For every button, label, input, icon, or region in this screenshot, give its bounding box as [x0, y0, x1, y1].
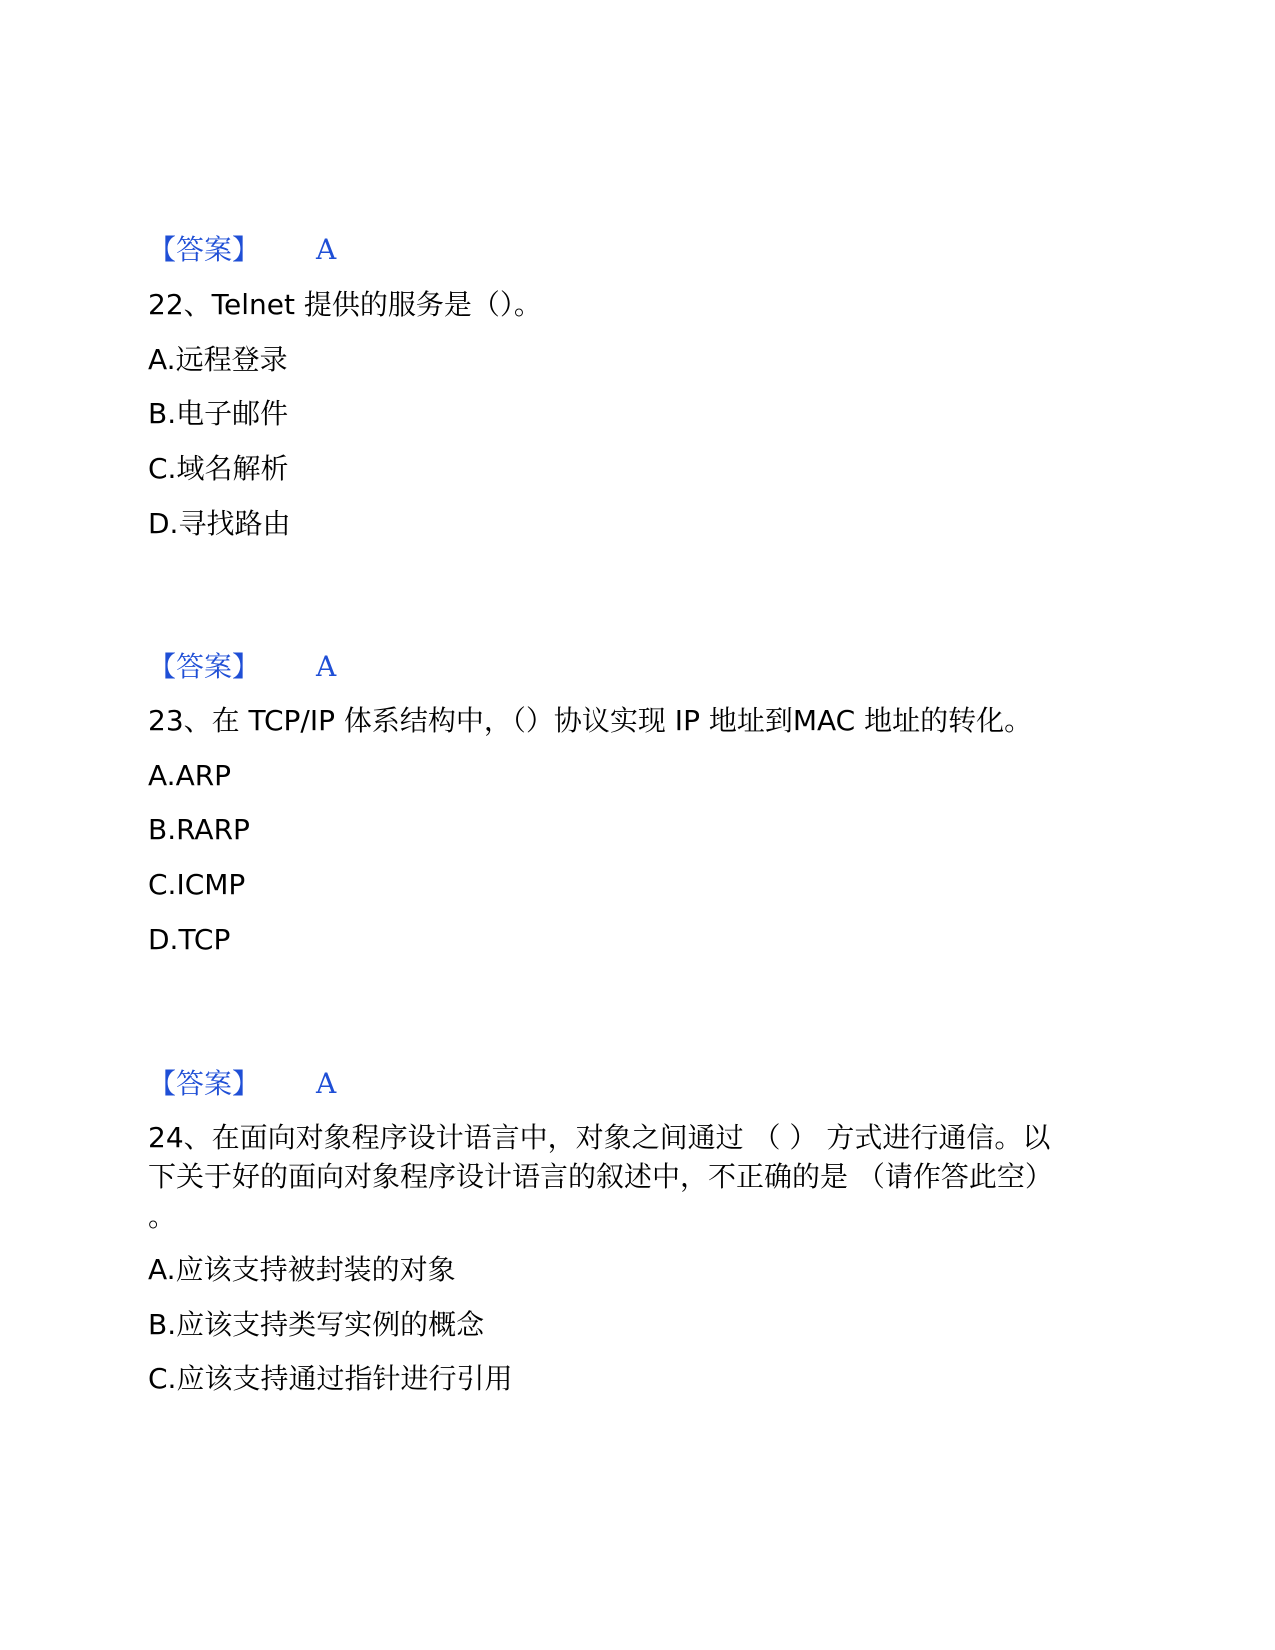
option-b: B.应该支持类写实例的概念: [148, 1308, 485, 1341]
answer-label: 【答案】: [148, 233, 261, 266]
answer-label: 【答案】: [148, 650, 261, 683]
option-a: A.应该支持被封装的对象: [148, 1253, 456, 1286]
option-a: A.远程登录: [148, 343, 288, 376]
answer-value: A: [316, 1067, 337, 1100]
question-stem-line-1: 24、在面向对象程序设计语言中，对象之间通过 （ ） 方式进行通信。以: [148, 1121, 1051, 1154]
option-a: A.ARP: [148, 759, 232, 792]
answer-line: [148, 650, 336, 684]
answer-label: 【答案】: [148, 1067, 261, 1100]
option-b: B.电子邮件: [148, 397, 289, 430]
question-stem: 23、在 TCP/IP 体系结构中，（）协议实现 IP 地址到MAC 地址的转化。: [148, 704, 1033, 737]
option-d: D.TCP: [148, 923, 231, 956]
option-d: D.寻找路由: [148, 507, 291, 540]
answer-line: [148, 233, 336, 267]
option-c: C.ICMP: [148, 868, 246, 901]
question-stem-line-3: 。: [148, 1200, 177, 1233]
answer-value: A: [316, 233, 337, 266]
option-c: C.域名解析: [148, 452, 289, 485]
option-c: C.应该支持通过指针进行引用: [148, 1362, 513, 1395]
answer-line: [148, 1067, 336, 1101]
question-stem-line-2: 下关于好的面向对象程序设计语言的叙述中，不正确的是 （请作答此空）: [148, 1160, 1053, 1193]
answer-value: A: [316, 650, 337, 683]
option-b: B.RARP: [148, 813, 250, 846]
question-stem: 22、Telnet 提供的服务是（）。: [148, 288, 542, 321]
